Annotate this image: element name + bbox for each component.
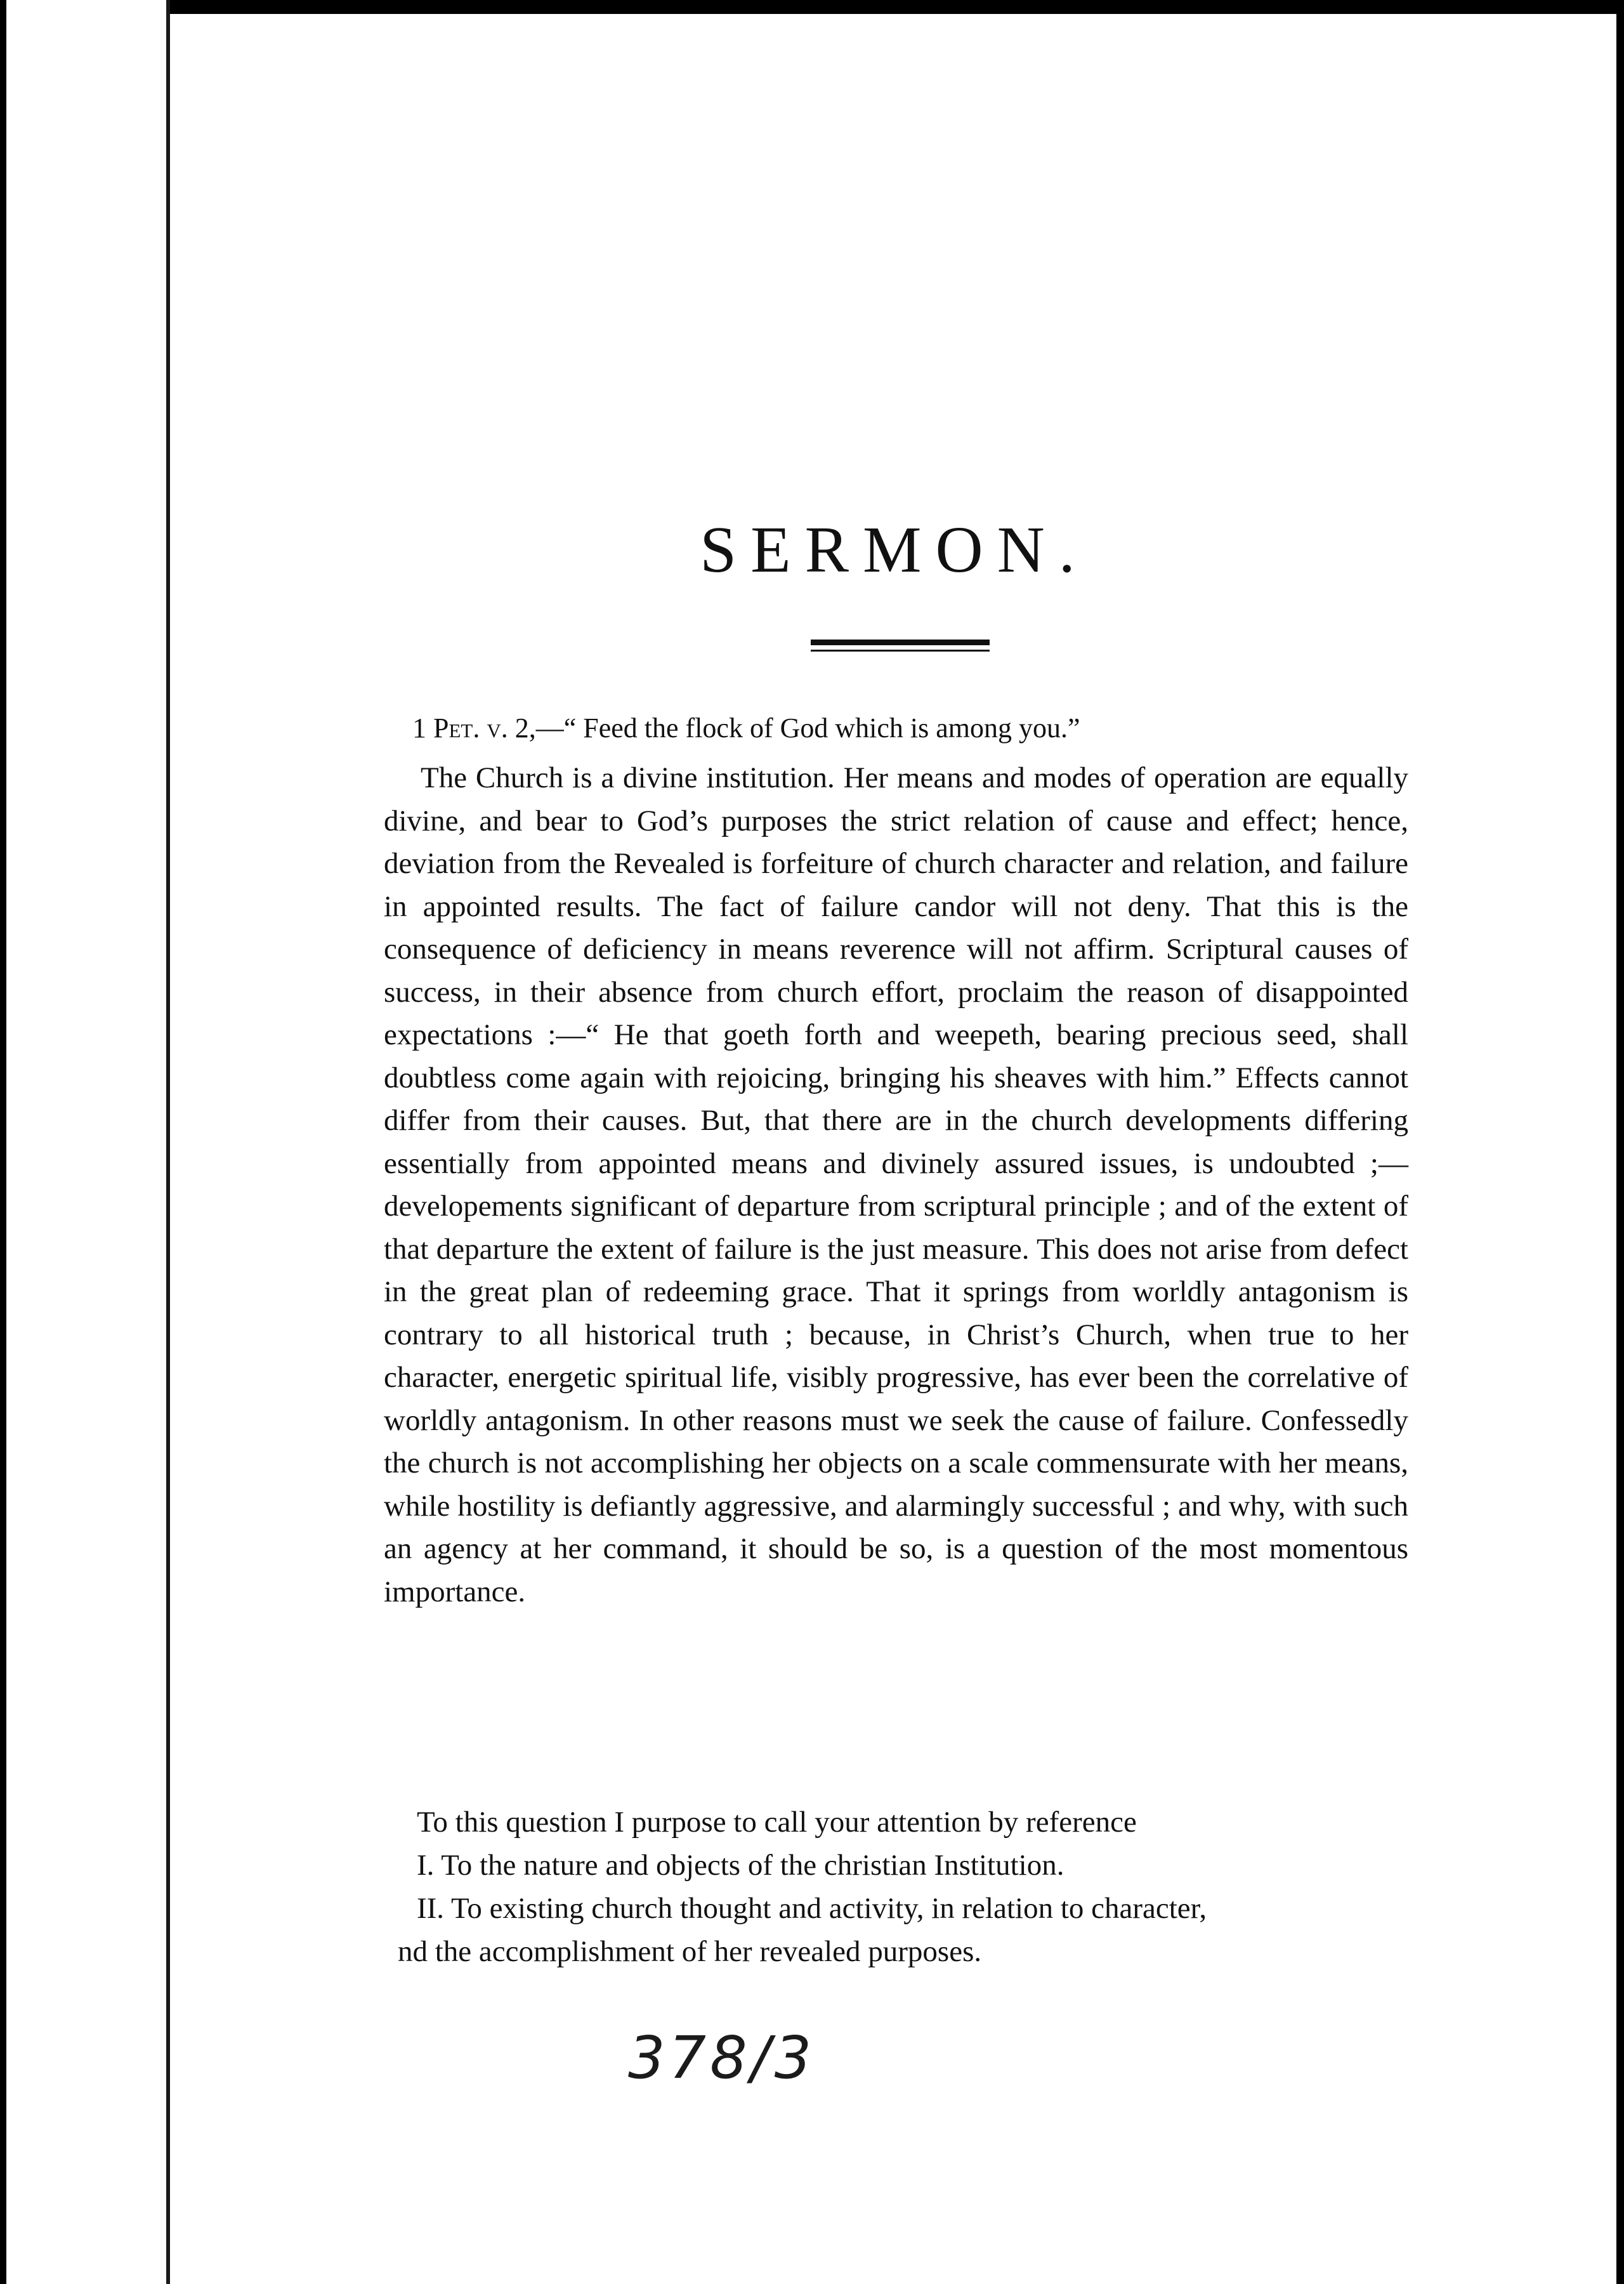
scan-border-right — [1616, 0, 1624, 2284]
epigraph-reference: 1 Pet. v. 2, — [412, 712, 536, 744]
scan-border-left — [0, 0, 170, 2284]
scan-border-top — [0, 0, 1624, 14]
paragraph: The Church is a divine institution. Her means and modes of operation are equally divine, and bear to God’s purposes the strict relation of cause and effect; hence, deviation from the Revealed is forfeiture of church character and relation, and failure in appointed results. The fact of failure candor will not deny. That this is the consequence of deficiency in means reverence will not affirm. Scriptural causes of success, in their absence from church effort, proclaim the reason of disappointed expectations :—“ He that goeth forth and weepeth, bearing precious seed, shall doubtless come again with rejoicing, bringing his sheaves with him.” Effects cannot differ from their causes. But, that there are in the church developments differing essentially from appointed means and divinely assured issues, is undoubted ;—developements significant of departure from scriptural principle ; and of the extent of that departure the extent of failure is the just measure. This does not arise from defect in the great plan of redeeming grace. That it springs from worldly antagonism is contrary to all historical truth ; because, in Christ’s Church, when true to her character, energetic spiritual life, visibly progressive, has ever been the correlative of worldly antagonism. In other reasons must we seek the cause of failure. Confessedly the church is not accomplishing her objects on a scale commensurate with her means, while hostility is defiantly aggressive, and alarmingly successful ; and why, with such an agency at her command, it should be so, is a question of the most momentous importance. — [384, 761, 1408, 1608]
epigraph — [412, 709, 1080, 747]
outline-item-1: I. To the nature and objects of the christian Institution. — [417, 1849, 1064, 1882]
epigraph-quote: —“ Feed the flock of God which is among you.” — [535, 712, 1080, 744]
outline-item-2: II. To existing church thought and activity, in relation to character, — [417, 1892, 1207, 1925]
title-rule — [811, 640, 990, 655]
page-title: SERMON. — [700, 513, 1089, 586]
outline-item-2-continued: nd the accomplishment of her revealed purposes. — [398, 1935, 982, 1968]
outline-intro: To this question I purpose to call your attention by reference — [417, 1806, 1137, 1839]
outline — [384, 1801, 1411, 1973]
title-rule-thick — [811, 640, 990, 645]
title-rule-thin — [811, 650, 990, 652]
handwritten-catalog-number: 378/3 — [628, 2024, 816, 2092]
body-text — [384, 757, 1408, 1613]
